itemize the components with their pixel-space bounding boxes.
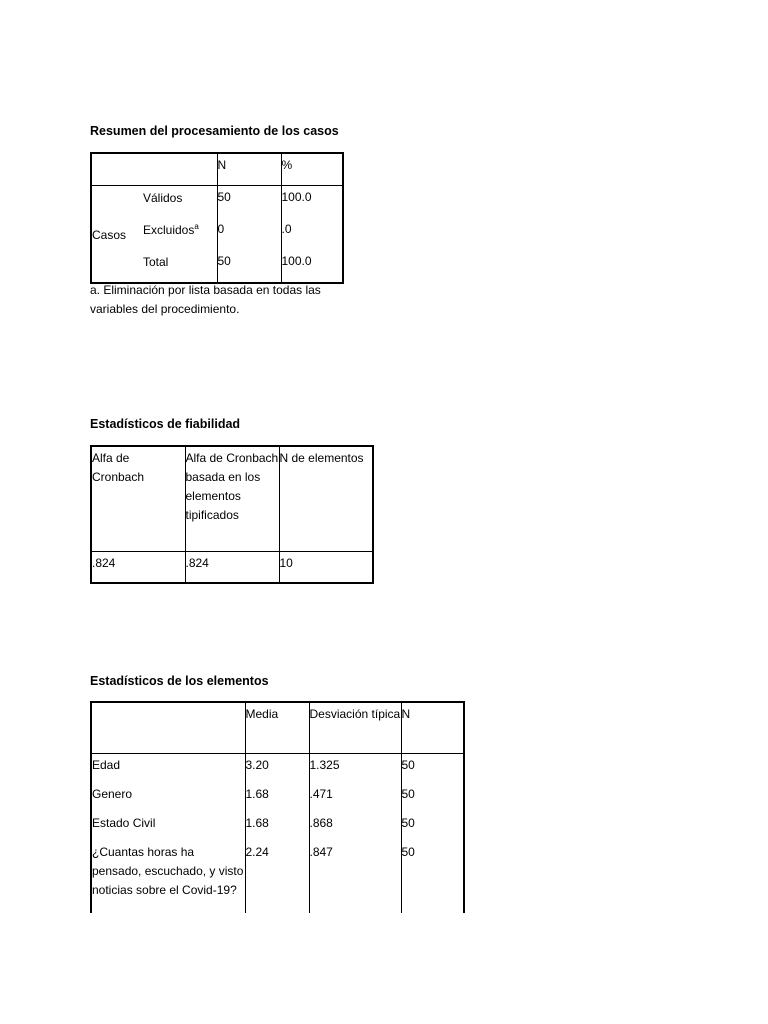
cell-n: 0	[217, 218, 281, 250]
case-summary-footnote: a. Eliminación por lista basada en todas las variables del procedimiento.	[90, 283, 321, 316]
header-cell-alpha-standardized: Alfa de Cronbach basada en los elementos tipificados	[185, 446, 279, 552]
row-label: ¿Cuantas horas ha pensado, escuchado, y visto noticias sobre el Covid-19?	[92, 845, 244, 897]
header-cell-n-items: N de elementos	[279, 446, 373, 552]
reliability-table	[90, 445, 374, 584]
header-cell-pct: %	[281, 153, 343, 186]
item-stats-table	[90, 701, 465, 913]
table-row	[91, 186, 343, 219]
cell-n: 50	[401, 812, 464, 841]
header-cell-empty	[91, 702, 245, 754]
cell-desviacion: .471	[309, 783, 401, 812]
cell-pct: 100.0	[281, 186, 343, 219]
table-row	[91, 783, 464, 812]
cell-alpha: .824	[92, 556, 116, 570]
header-cell-empty	[143, 153, 217, 186]
cell-n: 50	[401, 754, 464, 784]
case-summary-table	[90, 152, 344, 284]
cell-n: 50	[401, 783, 464, 812]
cell-n: 50	[217, 250, 281, 283]
cell-pct: 100.0	[281, 250, 343, 283]
header-cell-empty	[91, 153, 143, 186]
case-summary-title: Resumen del procesamiento de los casos	[90, 124, 339, 138]
header-cell-media: Media	[245, 702, 309, 754]
row-label: Válidos	[143, 191, 183, 205]
table-row	[91, 812, 464, 841]
header-cell-n: N	[401, 702, 464, 754]
table-header-row	[91, 153, 343, 186]
cell-desviacion: .847	[309, 841, 401, 913]
row-label: Estado Civil	[92, 816, 156, 830]
cell-media: 1.68	[245, 812, 309, 841]
header-cell-desviacion: Desviación típica	[309, 702, 401, 754]
cell-n: 50	[401, 841, 464, 913]
table-row	[91, 552, 373, 584]
cell-media: 3.20	[245, 754, 309, 784]
cell-pct: .0	[281, 218, 343, 250]
group-label-casos: Casos	[92, 227, 127, 242]
row-label: Total	[143, 255, 169, 269]
footnote-marker: a	[194, 222, 199, 231]
cell-media: 1.68	[245, 783, 309, 812]
table-row	[91, 841, 464, 913]
table-row	[91, 754, 464, 784]
cell-media: 2.24	[245, 841, 309, 913]
row-label: Excluidos$^a$	[143, 222, 199, 237]
cell-desviacion: 1.325	[309, 754, 401, 784]
cell-desviacion: .868	[309, 812, 401, 841]
cell-n: 50	[217, 186, 281, 219]
header-cell-n: N	[217, 153, 281, 186]
cell-alpha-standardized: .824	[185, 552, 279, 584]
table-header-row	[91, 446, 373, 552]
item-stats-title: Estadísticos de los elementos	[90, 674, 269, 688]
table-header-row	[91, 702, 464, 754]
cell-n-items: 10	[279, 552, 373, 584]
header-cell-alpha: Alfa de Cronbach	[91, 446, 185, 552]
reliability-title: Estadísticos de fiabilidad	[90, 417, 241, 431]
row-label: Genero	[92, 787, 133, 801]
row-label: Edad	[92, 758, 121, 772]
